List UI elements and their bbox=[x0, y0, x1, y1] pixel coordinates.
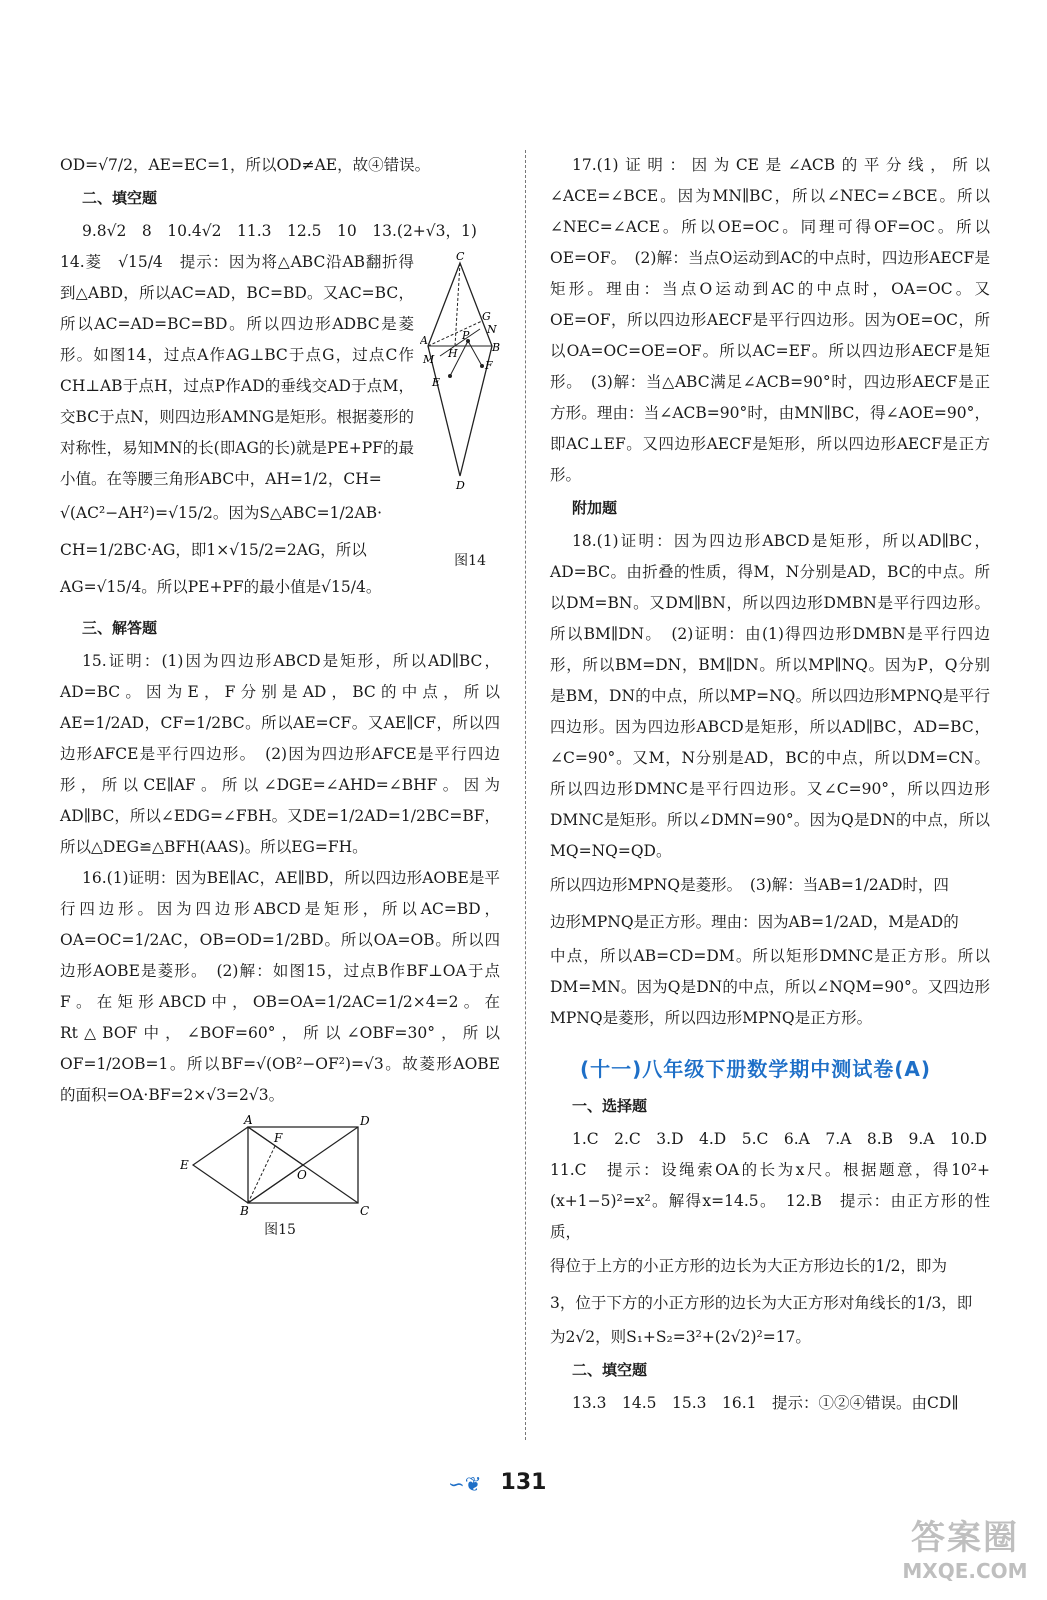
fig15-label-b: B bbox=[240, 1204, 249, 1215]
problem-15-text: 15.证明：(1)因为四边形ABCD是矩形，所以AD∥BC，AD=BC。因为E，F分别是AD，BC的中点，所以AE=1/2AD，CF=1/2BC。所以AE=CF。又AE∥CF，所以四边形AFCE是平行四边形。 (2)因为四边形AFCE是平行四边形，所以CE∥AF。所以∠DGE=∠AHD=∠BHF。因为AD∥BC，所以∠EDG=∠FBH。又DE=1/2AD=1/2BC=BF，所以△DEG≌△BFH(AAS)。所以EG=FH。 bbox=[60, 652, 500, 856]
fig15-label-d: D bbox=[360, 1115, 370, 1128]
fill-blank-heading: 二、填空题 bbox=[82, 189, 158, 207]
fig15-label-f: F bbox=[274, 1131, 283, 1145]
solve-heading: 三、解答题 bbox=[82, 619, 158, 637]
left-column bbox=[60, 150, 500, 1246]
problem-17-text: 17.(1)证明：因为CE是∠ACB的平分线，所以∠ACE=∠BCE。因为MN∥BC，所以∠NEC=∠BCE。所以∠NEC=∠ACE。所以OE=OC。同理可得OF=OC。所以OE=OF。 (2)解：当点O运动到AC的中点时，四边形AECF是矩形。理由：当点O运动到AC的中点时，OA=OC。又OE=OF，所以四边形AECF是平行四边形。因为OE=OC，所以OA=OC=OE=OF。所以AC=EF。所以四边形AECF是矩形。 (3)解：当△ABC满足∠ACB=90°时，四边形AECF是正方形。理由：当∠ACB=90°时，由MN∥BC，得∠AOE=90°，即AC⊥EF。又四边形AECF是矩形，所以四边形AECF是正方形。 bbox=[550, 156, 990, 484]
problem-11-text-3: 3，位于下方的小正方形的边长为大正方形对角线长的1/3，即 bbox=[550, 1294, 973, 1312]
fig15-caption: 图15 bbox=[264, 1222, 296, 1238]
fig14-caption: 图14 bbox=[454, 553, 486, 569]
problem-11-text-2: 得位于上方的小正方形的边长为大正方形边长的1/2，即为 bbox=[550, 1257, 947, 1275]
od-result-line: OD=√7/2，AE=EC=1，所以OD≠AE，故④错误。 bbox=[60, 156, 431, 174]
extra-heading: 附加题 bbox=[572, 499, 618, 517]
problem-18-text-2: 所以四边形MPNQ是菱形。 (3)解：当AB=1/2AD时，四 bbox=[550, 876, 949, 894]
problem-11-text-4: 为2√2，则S₁+S₂=3²+(2√2)²=17。 bbox=[550, 1328, 811, 1346]
fig14-label-p: P bbox=[462, 329, 470, 342]
problem-14-text-2: √(AC²−AH²)=√15/2。因为S△ABC=1/2AB· bbox=[60, 504, 383, 522]
fig14-label-f: F bbox=[485, 359, 493, 372]
fig14-label-m: M bbox=[423, 353, 435, 366]
fill-blank-heading-2: 二、填空题 bbox=[572, 1361, 648, 1379]
choice-heading: 一、选择题 bbox=[572, 1097, 648, 1115]
problem-18-text: 18.(1)证明：因为四边形ABCD是矩形，所以AD∥BC，AD=BC。由折叠的性质，得M，N分别是AD，BC的中点。所以DM=BN。又DM∥BN，所以四边形DMBN是平行四边形。所以BM∥DN。 (2)证明：由(1)得四边形DMBN是平行四边形，所以BM=DN，BM∥DN。所以MP∥NQ。因为P，Q分别是BM，DN的中点，所以MP=NQ。所以四边形MPNQ是平行四边形。因为四边形ABCD是矩形，所以AD∥BC，AD=BC，∠C=90°。又M，N分别是AD，BC的中点，所以DM=CN。所以四边形DMNC是平行四边形。又∠C=90°，所以四边形DMNC是矩形。所以∠DMN=90°。因为Q是DN的中点，所以MQ=NQ=QD。 bbox=[550, 532, 990, 860]
watermark-line-2: MXQE.COM bbox=[902, 1559, 1028, 1583]
problem-16-text: 16.(1)证明：因为BE∥AC，AE∥BD，所以四边形AOBE是平行四边形。因为四边形ABCD是矩形，所以AC=BD，OA=OC=1/2AC，OB=OD=1/2BD。所以OA=OB。所以四边形AOBE是菱形。 (2)解：如图15，过点B作BF⊥OA于点F。在矩形ABCD中，OB=OA=1/2AC=1/2×4=2。在Rt△BOF中，∠BOF=60°，所以∠OBF=30°，所以OF=1/2OB=1。所以BF=√(OB²−OF²)=√3。故菱形AOBE的面积=OA·BF=2×√3=2√3。 bbox=[60, 869, 500, 1104]
section-title: (十一)八年级下册数学期中测试卷(A) bbox=[580, 1057, 932, 1081]
fig14-label-a: A bbox=[420, 334, 428, 347]
column-divider bbox=[525, 150, 526, 1440]
right-column bbox=[550, 150, 990, 1419]
figure-15 bbox=[180, 1115, 380, 1215]
fig15-label-c: C bbox=[360, 1204, 370, 1215]
swirl-icon: ∽❦ bbox=[448, 1472, 482, 1496]
fig14-label-g: G bbox=[482, 310, 491, 323]
problem-11-text: 11.C 提示：设绳索OA的长为x尺。根据题意，得10²+(x+1−5)²=x²。解得x=14.5。 12.B 提示：由正方形的性质， bbox=[550, 1161, 990, 1241]
fill-blank-answers-2: 13.3 14.5 15.3 16.1 提示：①②④错误。由CD∥ bbox=[572, 1394, 959, 1412]
fig14-label-b: B bbox=[492, 341, 500, 354]
fig15-label-a: A bbox=[244, 1115, 253, 1127]
fig14-label-c: C bbox=[456, 251, 465, 263]
problem-18-text-3: 边形MPNQ是正方形。理由：因为AB=1/2AD，M是AD的 bbox=[550, 913, 959, 931]
fig15-label-e: E bbox=[180, 1158, 189, 1172]
fig15-label-o: O bbox=[297, 1168, 307, 1182]
figure-14 bbox=[420, 251, 500, 491]
watermark-line-1: 答案圈 bbox=[911, 1518, 1019, 1558]
page-number: 131 bbox=[500, 1470, 547, 1495]
fill-blank-answers: 9.8√2 8 10.4√2 11.3 12.5 10 13.(2+√3，1) bbox=[82, 222, 477, 240]
fig14-label-h: H bbox=[448, 347, 458, 360]
fig14-label-e: E bbox=[432, 376, 441, 389]
problem-14-text-4: AG=√15/4。所以PE+PF的最小值是√15/4。 bbox=[60, 578, 382, 596]
problem-14-text-3: CH=1/2BC·AG，即1×√15/2=2AG，所以 bbox=[60, 541, 367, 559]
watermark-logo bbox=[900, 1510, 1030, 1583]
choice-answers: 1.C 2.C 3.D 4.D 5.C 6.A 7.A 8.B 9.A 10.D bbox=[572, 1130, 988, 1148]
problem-14-text: 14.菱 √15/4 提示：因为将△ABC沿AB翻折得到△ABD，所以AC=AD，BC=BD。又AC=BC，所以AC=AD=BC=BD。所以四边形ADBC是菱形。如图14，过点A作AG⊥BC于点G，过点C作CH⊥AB于点H，过点P作AD的垂线交AD于点M，交BC于点N，则四边形AMNG是矩形。根据菱形的对称性，易知MN的长(即AG的长)就是PE+PF的最小值。在等腰三角形ABC中，AH=1/2，CH= bbox=[60, 253, 414, 488]
fig14-label-d: D bbox=[456, 479, 465, 491]
fig14-label-n: N bbox=[487, 323, 497, 336]
problem-18-text-4: 中点，所以AB=CD=DM。所以矩形DMNC是正方形。所以DM=MN。因为Q是DN的中点，所以∠NQM=90°。又四边形MPNQ是菱形，所以四边形MPNQ是正方形。 bbox=[550, 947, 990, 1027]
